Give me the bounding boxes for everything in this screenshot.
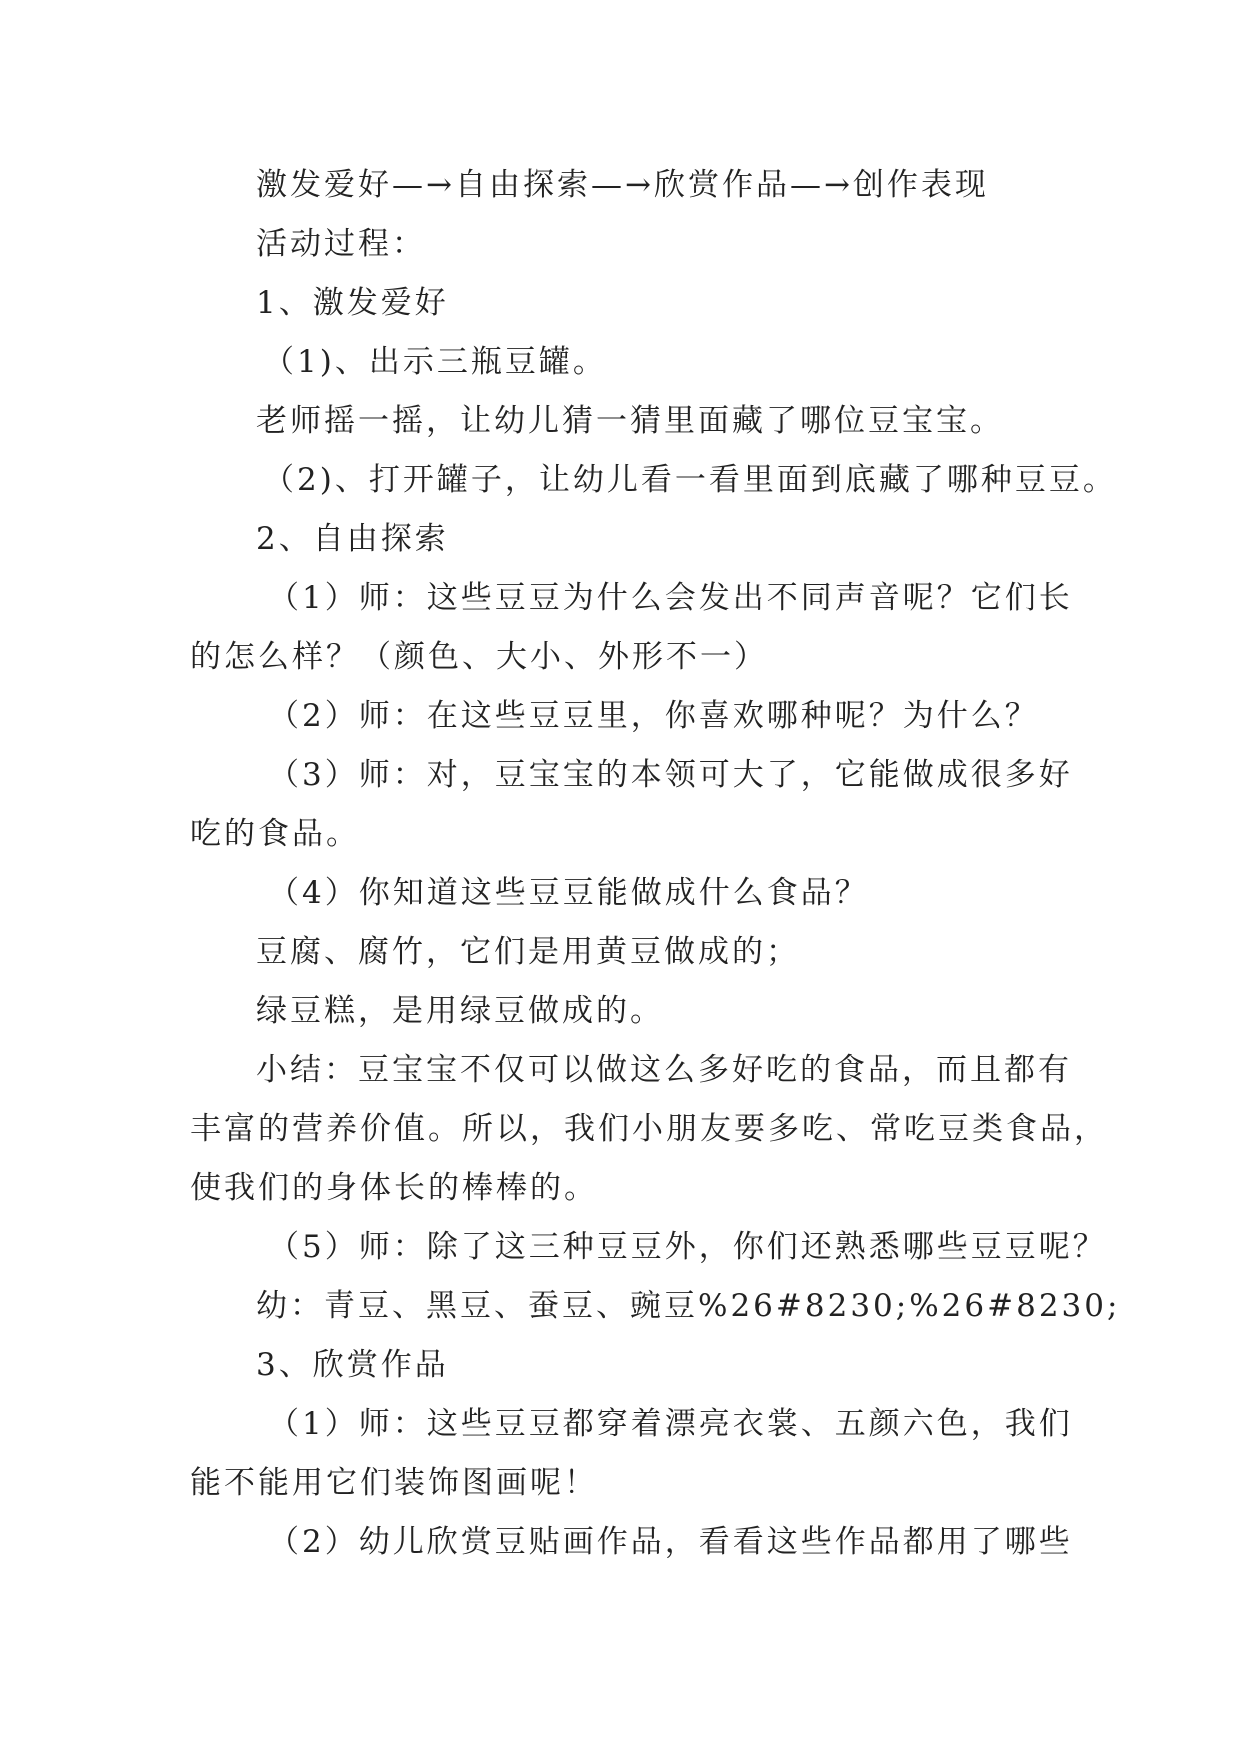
paragraph-line: （1）师：这些豆豆为什么会发出不同声音呢？它们长 [268,580,1073,616]
summary-line: 小结：豆宝宝不仅可以做这么多好吃的食品，而且都有 [256,1052,1072,1088]
process-flow-line: 激发爱好—→自由探索—→欣赏作品—→创作表现 [256,167,989,203]
paragraph-line: （3）师：对，豆宝宝的本领可大了，它能做成很多好 [268,757,1073,793]
section-heading-process: 活动过程： [256,226,426,262]
step-heading-2: 2、自由探索 [256,521,449,557]
paragraph-line: 能不能用它们装饰图画呢！ [190,1465,598,1501]
paragraph-line: （2）幼儿欣赏豆贴画作品，看看这些作品都用了哪些 [268,1524,1073,1560]
paragraph-line: （1）师：这些豆豆都穿着漂亮衣裳、五颜六色，我们 [268,1406,1073,1442]
paragraph-line: （5）师：除了这三种豆豆外，你们还熟悉哪些豆豆呢？ [268,1229,1107,1265]
paragraph-line: 的怎么样？（颜色、大小、外形不一） [190,639,768,675]
paragraph-line: 豆腐、腐竹，它们是用黄豆做成的； [256,934,800,970]
paragraph-line: （2）师：在这些豆豆里，你喜欢哪种呢？为什么？ [268,698,1039,734]
paragraph-line: 绿豆糕，是用绿豆做成的。 [256,993,664,1029]
paragraph-line: 幼：青豆、黑豆、蚕豆、豌豆%26#8230;%26#8230; [256,1288,1121,1324]
paragraph-line: 老师摇一摇，让幼儿猜一猜里面藏了哪位豆宝宝。 [256,403,1004,439]
summary-line: 使我们的身体长的棒棒的。 [190,1170,598,1206]
paragraph-line: 吃的食品。 [190,816,360,852]
step-heading-1: 1、激发爱好 [256,285,449,321]
paragraph-line: （2)、打开罐子，让幼儿看一看里面到底藏了哪种豆豆。 [263,462,1117,498]
summary-line: 丰富的营养价值。所以，我们小朋友要多吃、常吃豆类食品， [190,1111,1108,1147]
paragraph-line: （1)、出示三瓶豆罐。 [263,344,607,380]
paragraph-line: （4）你知道这些豆豆能做成什么食品？ [268,875,869,911]
step-heading-3: 3、欣赏作品 [256,1347,449,1383]
